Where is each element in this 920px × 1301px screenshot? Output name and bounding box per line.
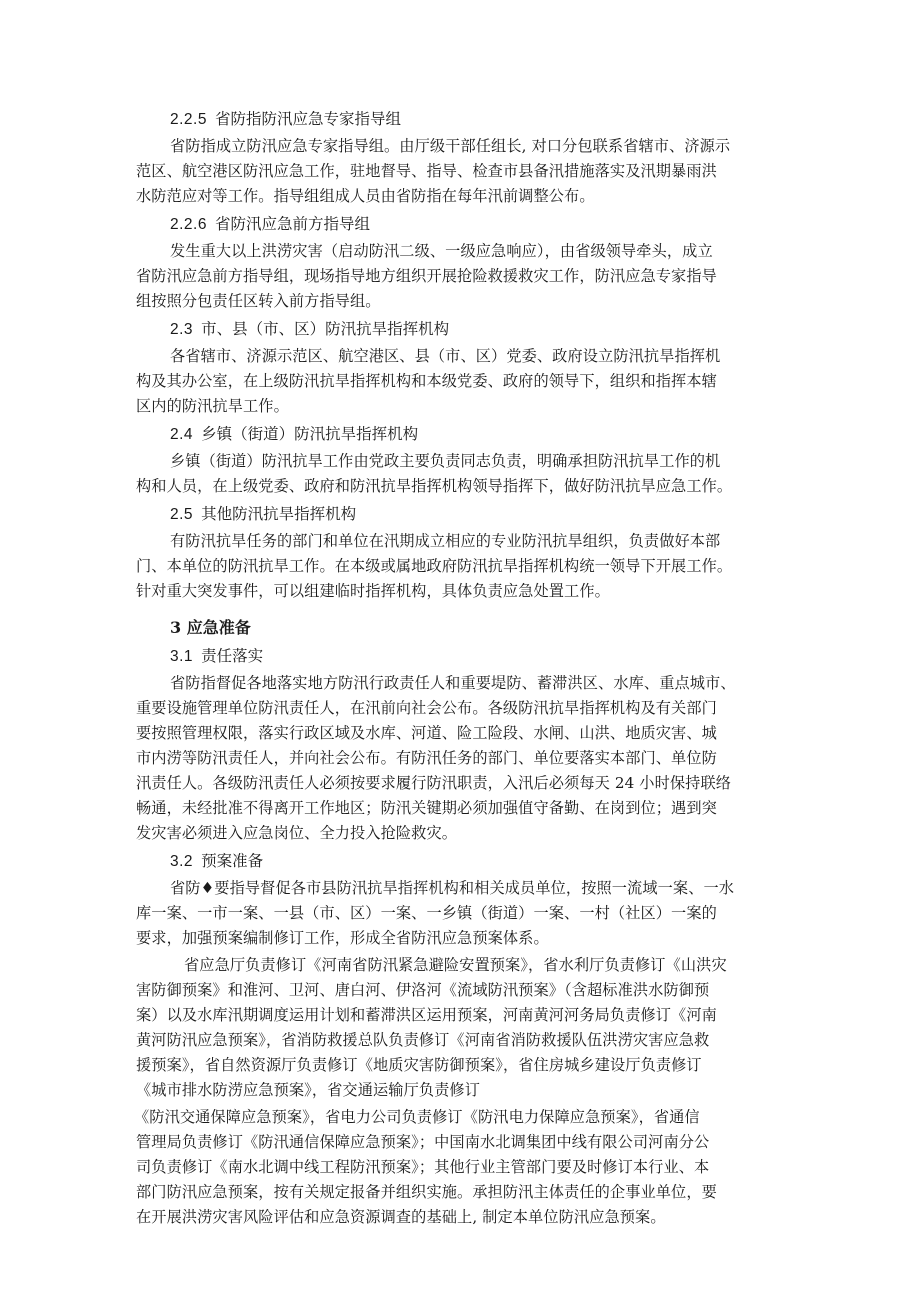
- paragraph-line: 畅通，未经批准不得离开工作地区；防汛关键期必须加强值守备勤、在岗到位；遇到突: [136, 799, 717, 817]
- paragraph-line: 省防汛应急前方指导组，现场指导地方组织开展抢险救援救灾工作，防汛应急专家指导: [136, 267, 717, 285]
- chapter-heading: 3 应急准备: [170, 618, 251, 637]
- paragraph-line: 库一案、一市一案、一县（市、区）一案、一乡镇（街道）一案、一村（社区）一案的: [136, 904, 717, 922]
- section-number: 2.5: [170, 506, 194, 523]
- paragraph: [136, 876, 796, 951]
- section-heading: [136, 501, 796, 527]
- paragraph-line: 要按照管理权限，落实行政区域及水库、河道、险工险段、水闸、山洪、地质灾害、城: [136, 724, 717, 742]
- section-title: 市、县（市、区）防汛抗旱指挥机构: [201, 320, 450, 338]
- section-number: 2.2.6: [170, 216, 207, 233]
- section-title: 其他防汛抗旱指挥机构: [201, 505, 357, 523]
- paragraph: [136, 344, 796, 419]
- paragraph-line: 在开展洪涝灾害风险评估和应急资源调查的基础上, 制定本单位防汛应急预案。: [136, 1208, 666, 1226]
- paragraph-line: 管理局负责修订《防汛通信保障应急预案》；中国南水北调集团中线有限公司河南分公: [136, 1133, 710, 1151]
- section-number: 2.2.5: [170, 111, 207, 128]
- paragraph-line: 乡镇（街道）防汛抗旱工作由党政主要负责同志负责，明确承担防汛抗旱工作的机: [170, 452, 721, 470]
- paragraph-line: 针对重大突发事件，可以组建临时指挥机构，具体负责应急处置工作。: [136, 582, 610, 600]
- paragraph-line: 水防范应对等工作。指导组组成人员由省防指在每年汛前调整公布。: [136, 187, 595, 205]
- section-heading: [136, 421, 796, 447]
- section-number: 3.1: [170, 648, 194, 665]
- paragraph-line: 《防汛交通保障应急预案》，省电力公司负责修订《防汛电力保障应急预案》，省通信: [134, 1108, 700, 1126]
- section-title: 预案准备: [201, 852, 264, 870]
- paragraph-line: 《城市排水防涝应急预案》，省交通运输厅负责修订: [136, 1081, 481, 1099]
- paragraph: [136, 529, 796, 604]
- section-heading: [136, 643, 796, 669]
- paragraph-line: 省防指督促各地落实地方防汛行政责任人和重要堤防、蓄滞洪区、水库、重点城市、: [170, 674, 736, 692]
- section-title: 乡镇（街道）防汛抗旱指挥机构: [201, 425, 419, 443]
- section-number: 2.4: [170, 426, 194, 443]
- paragraph-line: 区内的防汛抗旱工作。: [136, 397, 289, 415]
- paragraph-line: 汛责任人。各级防汛责任人必须按要求履行防汛职责，入汛后必须每天 24 小时保持联络: [136, 774, 732, 792]
- section-heading: [136, 316, 796, 342]
- paragraph-line: 要求，加强预案编制修订工作，形成全省防汛应急预案体系。: [136, 929, 549, 947]
- paragraph-line: 构及其办公室，在上级防汛抗旱指挥机构和本级党委、政府的领导下，组织和指挥本辖: [136, 372, 717, 390]
- document-page: [136, 106, 796, 1230]
- paragraph: [136, 134, 796, 209]
- section-heading: [136, 106, 796, 132]
- paragraph: [136, 449, 796, 499]
- paragraph-line: 部门防汛应急预案，按有关规定报备并组织实施。承担防汛主体责任的企事业单位，要: [136, 1183, 717, 1201]
- paragraph-line: 构和人员，在上级党委、政府和防汛抗旱指挥机构领导指挥下，做好防汛抗旱应急工作。: [136, 477, 733, 495]
- paragraph-line: 门、本单位的防汛抗旱工作。在本级或属地政府防汛抗旱指挥机构统一领导下开展工作。: [136, 557, 733, 575]
- paragraph: [136, 239, 796, 314]
- paragraph-line: 市内涝等防汛责任人，并向社会公布。有防汛任务的部门、单位要落实本部门、单位防: [136, 749, 717, 767]
- section-heading: [136, 848, 796, 874]
- paragraph-line: 发生重大以上洪涝灾害（启动防汛二级、一级应急响应），由省级领导牵头，成立: [170, 242, 713, 260]
- paragraph-line: 组按照分包责任区转入前方指导组。: [136, 292, 381, 310]
- section-title: 省防汛应急前方指导组: [214, 215, 370, 233]
- paragraph: [136, 953, 796, 1103]
- paragraph: [136, 1105, 796, 1230]
- section-number: 2.3: [170, 321, 194, 338]
- paragraph-line: 案）以及水库汛期调度运用计划和蓄滞洪区运用预案，河南黄河河务局负责修订《河南: [136, 1006, 717, 1024]
- paragraph-line: 援预案》，省自然资源厅负责修订《地质灾害防御预案》，省住房城乡建设厅负责修订: [136, 1056, 702, 1074]
- paragraph-line: 范区、航空港区防汛应急工作，驻地督导、指导、检查市县备汛措施落实及汛期暴雨洪: [136, 162, 717, 180]
- paragraph: [136, 671, 796, 846]
- paragraph-line: 有防汛抗旱任务的部门和单位在汛期成立相应的专业防汛抗旱组织，负责做好本部: [170, 532, 721, 550]
- paragraph-line: 黄河防汛应急预案》，省消防救援总队负责修订《河南省消防救援队伍洪涝灾害应急救: [136, 1031, 710, 1049]
- paragraph-line: 发灾害必须进入应急岗位、全力投入抢险救灾。: [136, 824, 458, 842]
- paragraph-line: 省防指成立防汛应急专家指导组。由厅级干部任组长, 对口分包联系省辖市、济源示: [170, 137, 731, 155]
- section-heading: [136, 211, 796, 237]
- paragraph-line: 重要设施管理单位防汛责任人，在汛前向社会公布。各级防汛抗旱指挥机构及有关部门: [136, 699, 717, 717]
- section-title: 责任落实: [201, 647, 264, 665]
- section-number: 3.2: [170, 853, 194, 870]
- paragraph-line: 司负责修订《南水北调中线工程防汛预案》；其他行业主管部门要及时修订本行业、本: [136, 1158, 710, 1176]
- paragraph-line: 害防御预案》和淮河、卫河、唐白河、伊洛河《流域防汛预案》（含超标准洪水防御预: [136, 981, 710, 999]
- paragraph-line: 省应急厅负责修订《河南省防汛紧急避险安置预案》，省水利厅负责修订《山洪灾: [184, 956, 727, 974]
- paragraph-line: 各省辖市、济源示范区、航空港区、县（市、区）党委、政府设立防汛抗旱指挥机: [170, 347, 721, 365]
- paragraph-line: 省防♦要指导督促各市县防汛抗旱指挥机构和相关成员单位，按照一流域一案、一水: [170, 879, 735, 897]
- section-title: 省防指防汛应急专家指导组: [214, 110, 401, 128]
